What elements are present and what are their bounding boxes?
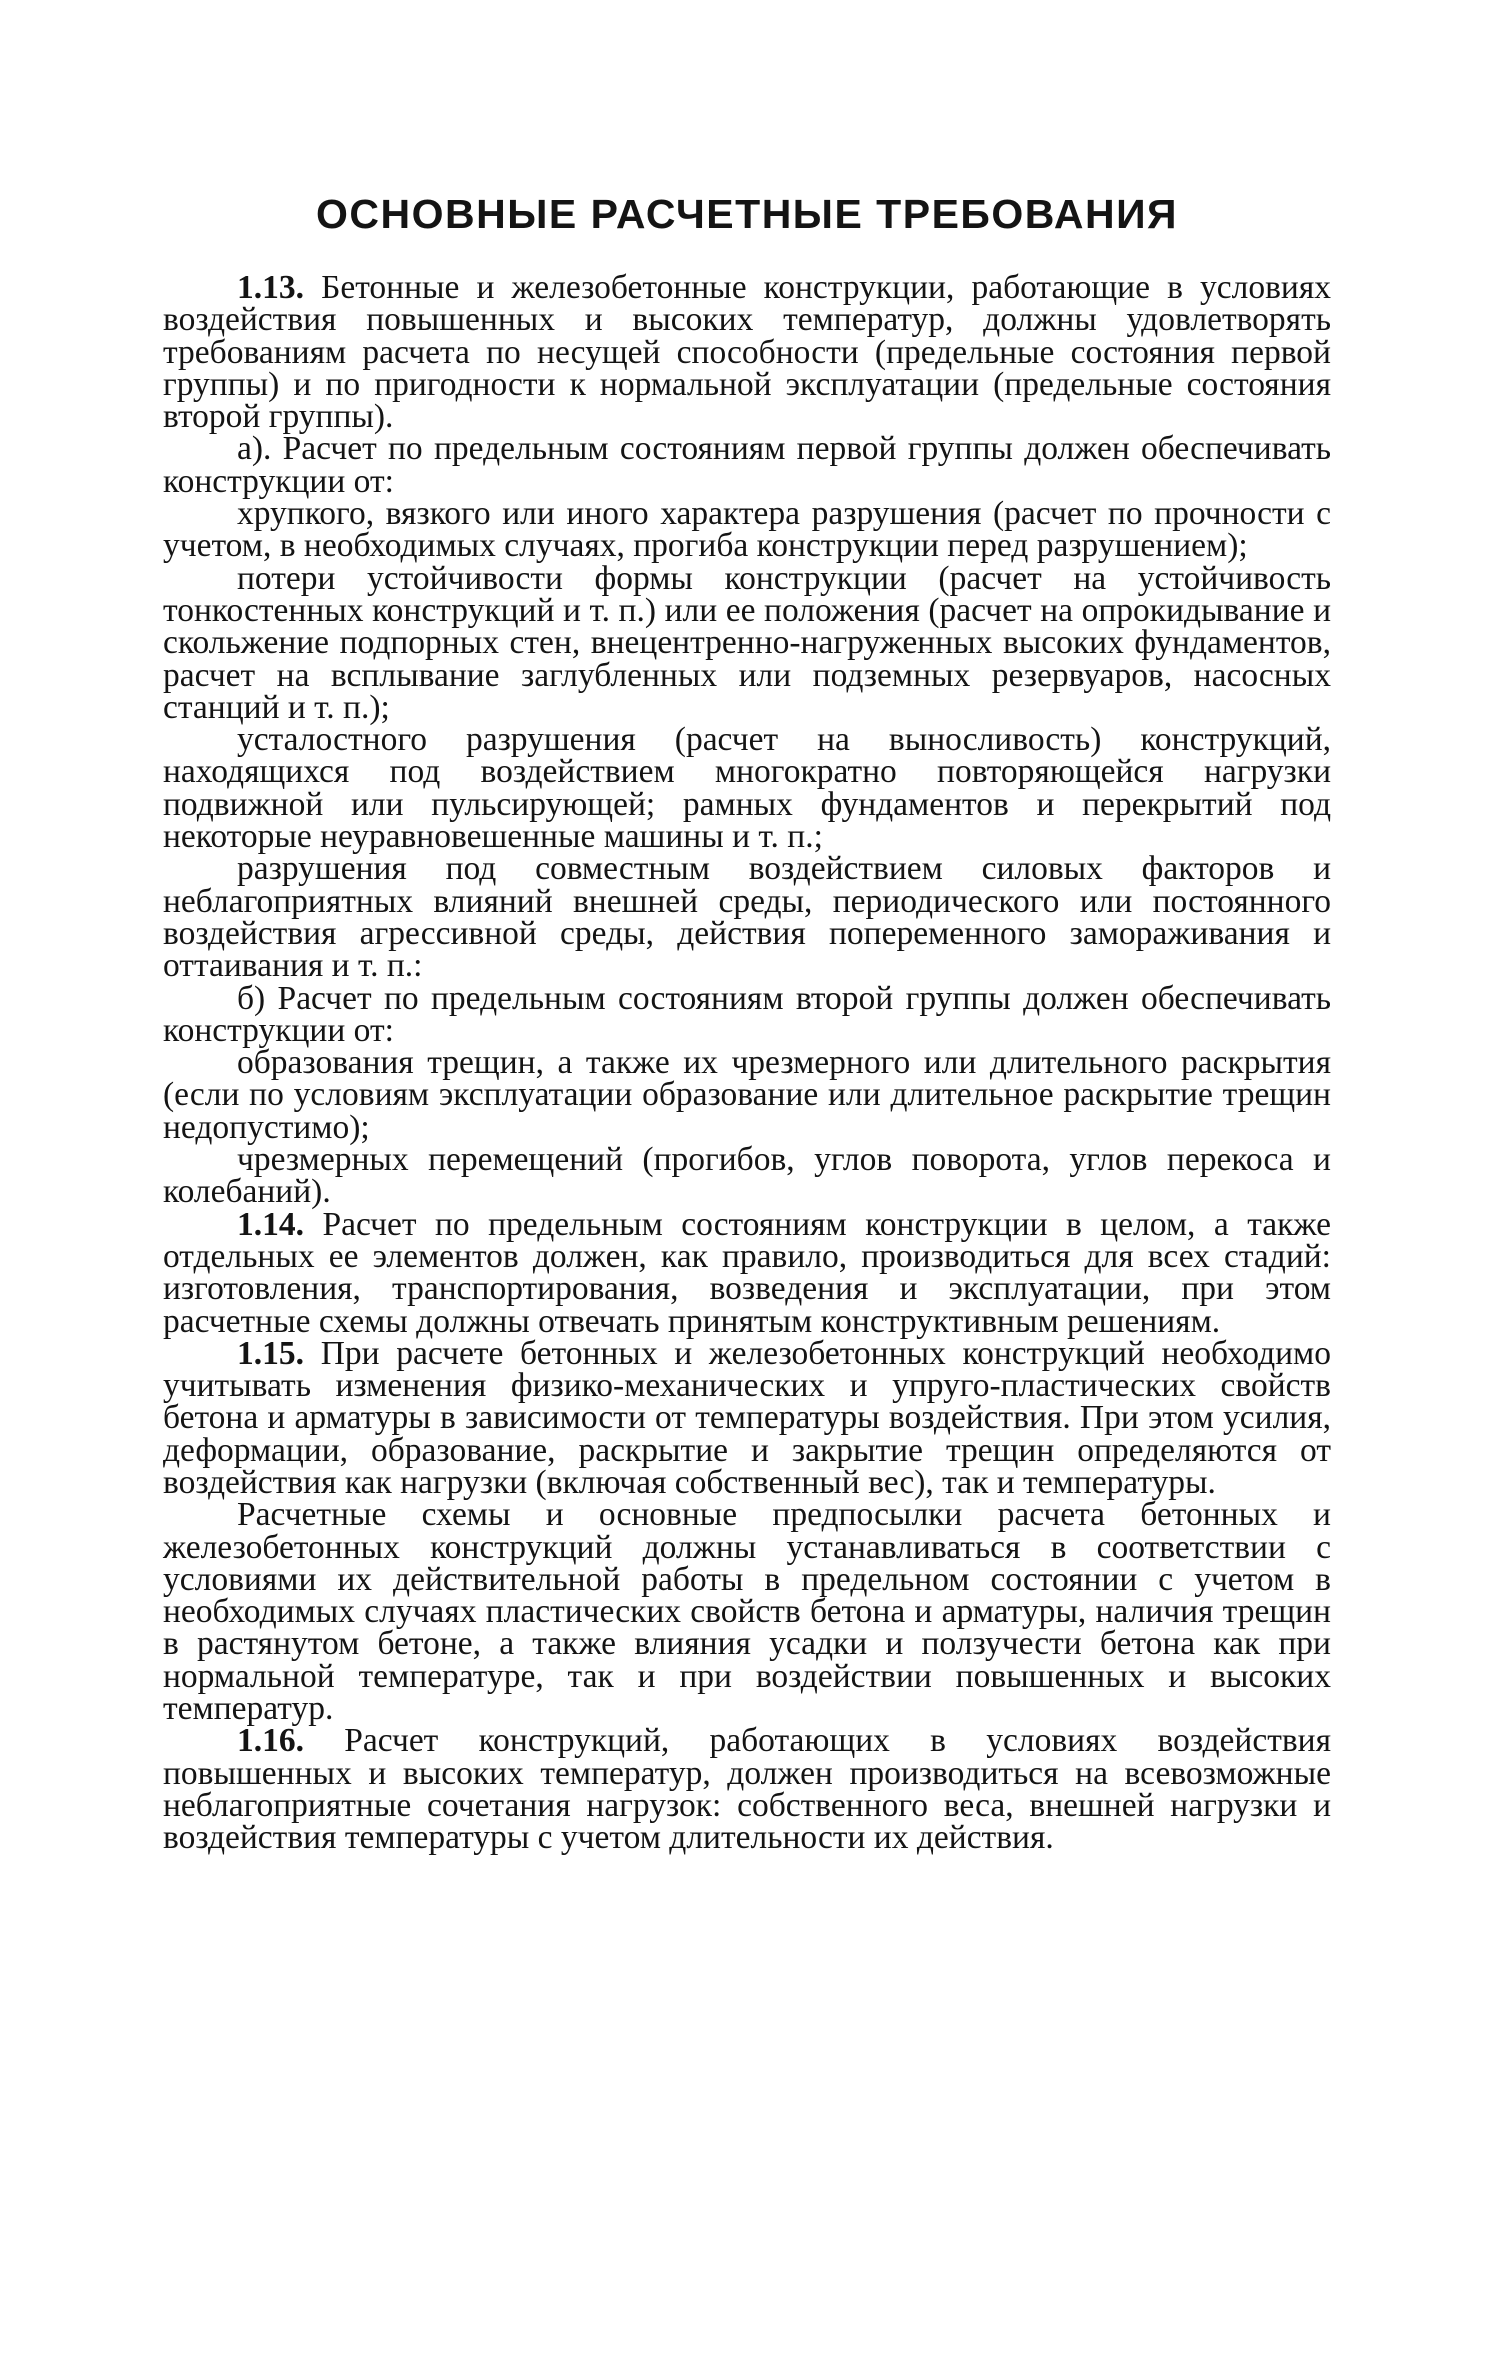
document-page	[163, 190, 1331, 1855]
paragraph-text: Расчет по предельным состояниям конструкции в целом, а также отдельных ее элементов должен, как правило, производиться для всех стадий: изготовления, транспортирования, возведения и эксплуатации, при этом расчетные схемы должны отвечать принятым конструктивным решениям.	[163, 1205, 1331, 1340]
clause-number: 1.13.	[237, 269, 304, 306]
paragraph-1-13	[163, 269, 1331, 436]
list-item-stability-loss	[163, 559, 1331, 726]
list-item-displacements	[163, 1141, 1331, 1211]
paragraph-text: образования трещин, а также их чрезмерного или длительного раскрытия (если по условиям эксплуатации образование или длительное раскрытие трещин недопустимо);	[163, 1044, 1331, 1146]
list-item-fatigue-failure	[163, 721, 1331, 856]
paragraph-1-15	[163, 1334, 1331, 1501]
paragraph-text: Бетонные и железобетонные конструкции, работающие в условиях воздействия повышенных и высоких температур, должны удовлетворять требованиям расчета по несущей способности (предельные состояния первой группы) и по пригодности к нормальной эксплуатации (предельные состояния второй группы).	[163, 269, 1331, 436]
paragraph-text: При расчете бетонных и железобетонных конструкций необходимо учитывать изменения физико-механических и упруго-пластических свойств бетона и арматуры в зависимости от температуры воздействия. При этом усилия, деформации, образование, раскрытие и закрытие трещин определяются от воздействия как нагрузки (включая собственный вес), так и температуры.	[163, 1334, 1331, 1501]
clause-number: 1.16.	[237, 1722, 304, 1760]
clause-number: 1.14.	[237, 1205, 304, 1243]
paragraph-1-14	[163, 1205, 1331, 1340]
paragraph-text: б) Расчет по предельным состояниям второй группы должен обеспечивать конструкции от:	[163, 979, 1331, 1049]
paragraph-design-schemes	[163, 1496, 1331, 1728]
paragraph-text: хрупкого, вязкого или иного характера разрушения (расчет по прочности с учетом, в необходимых случаях, прогиба конструкции перед разрушением);	[163, 495, 1331, 565]
paragraph-text: Расчетные схемы и основные предпосылки расчета бетонных и железобетонных конструкций должны устанавливаться в соответствии с условиями их действительной работы в предельном состоянии с учетом в необходимых случаях пластических свойств бетона и арматуры, наличия трещин в растянутом бетоне, а также влияния усадки и ползучести бетона как при нормальной температуре, так и при воздействии повышенных и высоких температур.	[163, 1496, 1331, 1728]
paragraph-group-one	[163, 430, 1331, 500]
clause-number: 1.15.	[237, 1334, 304, 1372]
paragraph-text: а). Расчет по предельным состояниям первой группы должен обеспечивать конструкции от:	[163, 430, 1331, 500]
paragraph-text: чрезмерных перемещений (прогибов, углов поворота, углов перекоса и колебаний).	[163, 1141, 1331, 1211]
paragraph-text: усталостного разрушения (расчет на выносливость) конструкций, находящихся под воздействием многократно повторяющейся нагрузки подвижной или пульсирующей; рамных фундаментов и перекрытий под некоторые неуравновешенные машины и т. п.;	[163, 721, 1331, 856]
paragraph-text: потери устойчивости формы конструкции (расчет на устойчивость тонкостенных конструкций и т. п.) или ее положения (расчет на опрокидывание и скольжение подпорных стен, внецентренно-нагруженных высоких фундаментов, расчет на всплывание заглубленных или подземных резервуаров, насосных станций и т. п.);	[163, 559, 1331, 726]
paragraph-group-two	[163, 979, 1331, 1049]
paragraph-text: разрушения под совместным воздействием силовых факторов и неблагоприятных влияний внешней среды, периодического или постоянного воздействия агрессивной среды, действия попеременного замораживания и оттаивания и т. п.:	[163, 850, 1331, 985]
paragraph-text: Расчет конструкций, работающих в условиях воздействия повышенных и высоких температур, должен производиться на всевозможные неблагоприятные сочетания нагрузок: собственного веса, внешней нагрузки и воздействия температуры с учетом длительности их действия.	[163, 1722, 1331, 1857]
paragraph-1-16	[163, 1722, 1331, 1857]
list-item-brittle-failure	[163, 495, 1331, 565]
list-item-cracking	[163, 1044, 1331, 1146]
page-title: ОСНОВНЫЕ РАСЧЕТНЫЕ ТРЕБОВАНИЯ	[315, 191, 1179, 237]
list-item-combined-failure	[163, 850, 1331, 985]
